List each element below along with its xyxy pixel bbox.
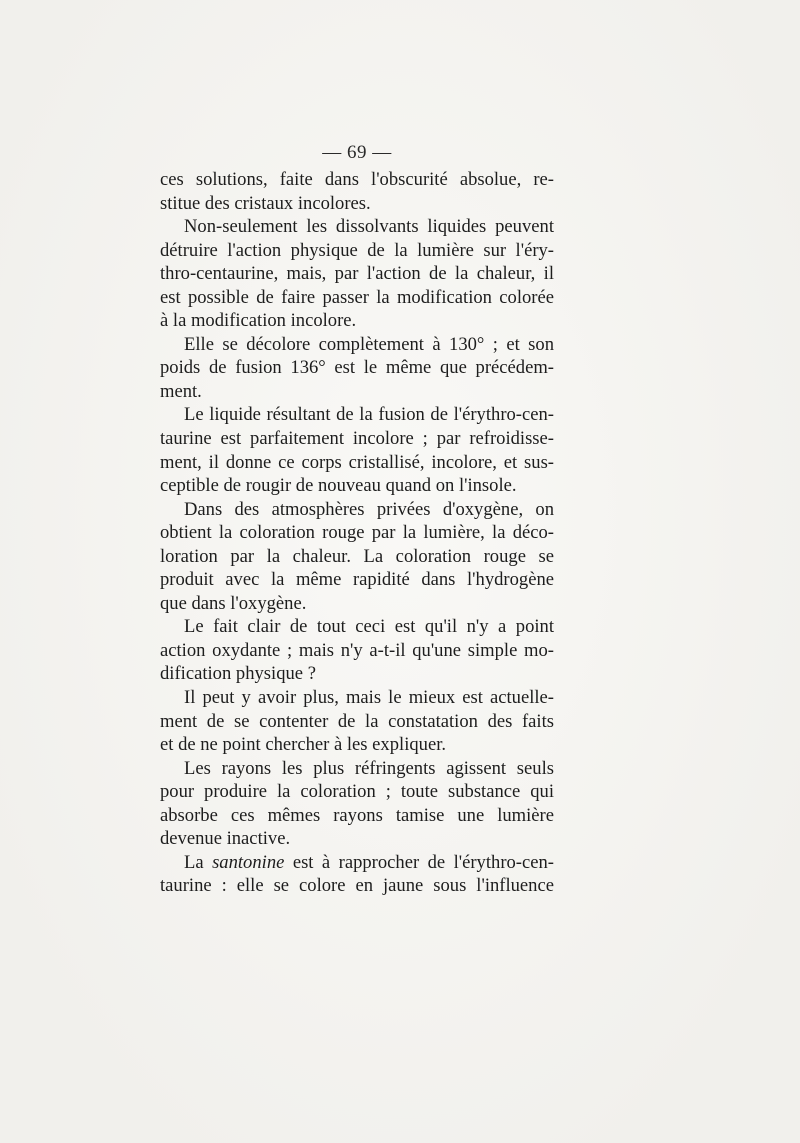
text-line: et de ne point chercher à les expliquer. [160, 734, 447, 756]
paragraph [160, 498, 554, 616]
text-line: dification physique ? [160, 663, 316, 685]
paragraph-santonine [160, 851, 554, 898]
page-number: — 69 — [322, 142, 392, 163]
paragraph [160, 215, 554, 333]
paragraph [160, 757, 554, 851]
text-line: devenue inactive. [160, 828, 291, 850]
text-segment: est à rapprocher de l'érythro-cen- [284, 851, 554, 873]
text-line: thro-centaurine, mais, par l'action de la chaleur, il [160, 263, 554, 285]
text-line: Le fait clair de tout ceci est qu'il n'y a point [184, 616, 554, 638]
text-line: action oxydante ; mais n'y a-t-il qu'une simple mo- [160, 639, 554, 661]
paragraph [160, 403, 554, 497]
text-line: que dans l'oxygène. [160, 592, 307, 614]
text-line: stitue des cristaux incolores. [160, 192, 371, 214]
italic-term: santonine [212, 851, 285, 873]
paragraph [160, 168, 554, 215]
text-line: Le liquide résultant de la fusion de l'érythro-cen- [184, 404, 554, 426]
text-line: absorbe ces mêmes rayons tamise une lumière [160, 804, 554, 826]
text-line: Dans des atmosphères privées d'oxygène, on [184, 498, 554, 520]
text-line: loration par la chaleur. La coloration rouge se [160, 545, 554, 567]
text-line: poids de fusion 136° est le même que précédem- [160, 357, 554, 379]
paragraph [160, 686, 554, 757]
text-line: ment. [160, 380, 202, 402]
text-segment: La [184, 851, 213, 873]
text-line: Non-seulement les dissolvants liquides peuvent [184, 216, 554, 238]
text-line: obtient la coloration rouge par la lumière, la déco- [160, 522, 554, 544]
text-line: est possible de faire passer la modification colorée [160, 286, 554, 308]
text-line: taurine : elle se colore en jaune sous l'influence [160, 875, 554, 897]
paragraph [160, 333, 554, 404]
body-text [160, 168, 554, 898]
text-line: taurine est parfaitement incolore ; par refroidisse- [160, 428, 554, 450]
text-line: Les rayons les plus réfringents agissent seuls [184, 757, 554, 779]
paragraph-list [160, 168, 554, 851]
text-line: détruire l'action physique de la lumière sur l'éry- [160, 239, 554, 261]
text-line: à la modification incolore. [160, 310, 357, 332]
text-line: produit avec la même rapidité dans l'hydrogène [160, 569, 554, 591]
text-line: ment, il donne ce corps cristallisé, incolore, et sus- [160, 451, 554, 473]
text-line: ces solutions, faite dans l'obscurité absolue, re- [160, 169, 554, 190]
paragraph [160, 615, 554, 686]
text-line: pour produire la coloration ; toute substance qui [160, 781, 554, 803]
text-line [160, 851, 554, 875]
text-line: ceptible de rougir de nouveau quand on l'insole. [160, 475, 517, 497]
text-line: Elle se décolore complètement à 130° ; et son [184, 333, 554, 355]
text-line: Il peut y avoir plus, mais le mieux est actuelle- [184, 687, 554, 709]
text-line: ment de se contenter de la constatation des faits [160, 710, 554, 732]
